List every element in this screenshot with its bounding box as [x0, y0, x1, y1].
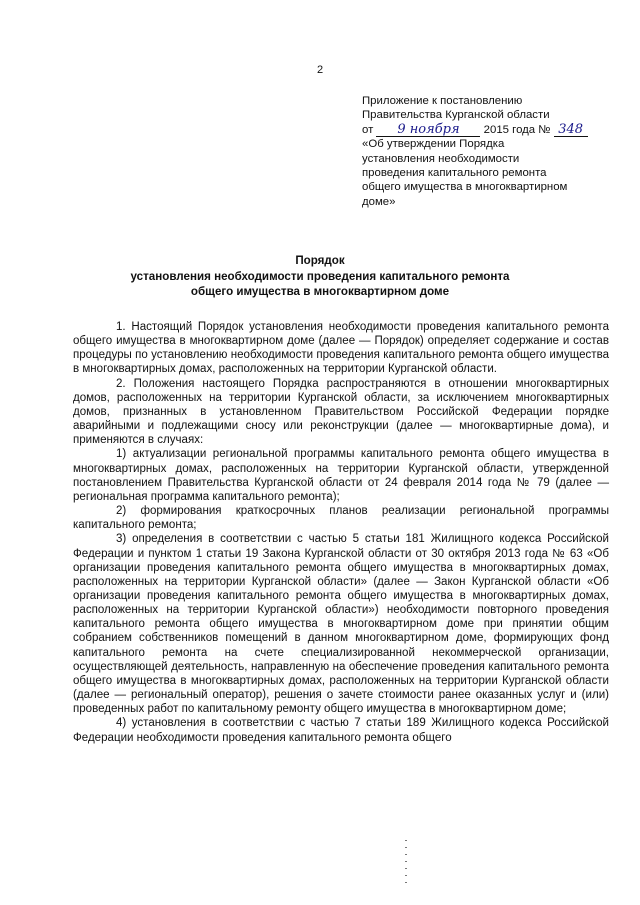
appendix-line: «Об утверждении Порядка	[362, 138, 505, 151]
paragraph: 4) установления в соответствии с частью 7 статьи 189 Жилищного кодекса Российской Федерации необходимости проведения капитального ремонта общего	[73, 717, 609, 744]
handwritten-date: 9 ноября	[376, 124, 480, 137]
title-line: общего имущества в многоквартирном доме	[190, 285, 450, 298]
paragraph: 1. Настоящий Порядок установления необходимости проведения капитального ремонта общего имущества в многоквартирном доме (далее — Порядок) определяет содержание и состав процедуры по установлению необходимости проведения капитального ремонта общего имущества в многоквартирных домах, расположенных на территории Курганской области.	[73, 321, 609, 376]
appendix-line: доме»	[362, 195, 396, 208]
paragraph: 3) определения в соответствии с частью 5 статьи 181 Жилищного кодекса Российской Федерации и пунктом 1 статьи 19 Закона Курганской области от 30 октября 2013 года № 63 «Об организации проведения капитального ремонта общего имущества в многоквартирных домах, расположенных на территории Курганской области» (далее — Закон Курганской области «Об организации проведения капитального ремонта общего имущества в многоквартирных домах, расположенных на территории Курганской области») необходимости повторного проведения капитального ремонта общего имущества в многоквартирном доме при принятии общим собранием собственников помещений в данном многоквартирном доме, формирующих фонд капитального ремонта на счете специализированной некоммерческой организации, осуществляющей деятельность, направленную на обеспечение проведения капитального ремонта общего имущества в многоквартирных домах, расположенных на территории Курганской области (далее — региональный оператор), решения о зачете стоимости ранее оказанных услуг и (или) проведенных работ по капитальному ремонту общего имущества в многоквартирном доме;	[73, 533, 609, 716]
appendix-line: Правительства Курганской области	[362, 109, 550, 122]
appendix-block	[362, 94, 622, 209]
title-line: Порядок	[295, 254, 345, 267]
paragraph: 2. Положения настоящего Порядка распространяются в отношении многоквартирных домов, расположенных на территории Курганской области, за исключением многоквартирных домов, признанных в установленном Правительством Российской Федерации порядке аварийными и подлежащими сносу или реконструкции (далее — многоквартирные дома), и применяются в случаях:	[73, 377, 609, 447]
date-prefix: от	[362, 123, 374, 136]
page-number: 2	[316, 64, 324, 76]
year-text: 2015 года №	[483, 123, 551, 136]
paragraph: 1) актуализации региональной программы капитального ремонта общего имущества в многоквартирных домах, расположенных на территории Курганской области, утвержденной постановлением Правительства Курганской области от 24 февраля 2014 года № 79 (далее — региональная программа капитального ремонта);	[73, 448, 609, 503]
appendix-line: общего имущества в многоквартирном	[362, 181, 568, 194]
paragraph: 2) формирования краткосрочных планов реализации региональной программы капитального ремонта;	[73, 505, 609, 532]
appendix-date-line	[362, 123, 622, 137]
document-body	[73, 320, 609, 745]
appendix-line: проведения капитального ремонта	[362, 167, 547, 180]
document-title	[0, 253, 640, 300]
scan-artifact-dots	[405, 840, 407, 885]
title-line: установления необходимости проведения капитального ремонта	[130, 269, 510, 283]
handwritten-number: 348	[554, 124, 588, 137]
appendix-line: установления необходимости	[362, 152, 520, 165]
appendix-line: Приложение к постановлению	[362, 95, 523, 107]
